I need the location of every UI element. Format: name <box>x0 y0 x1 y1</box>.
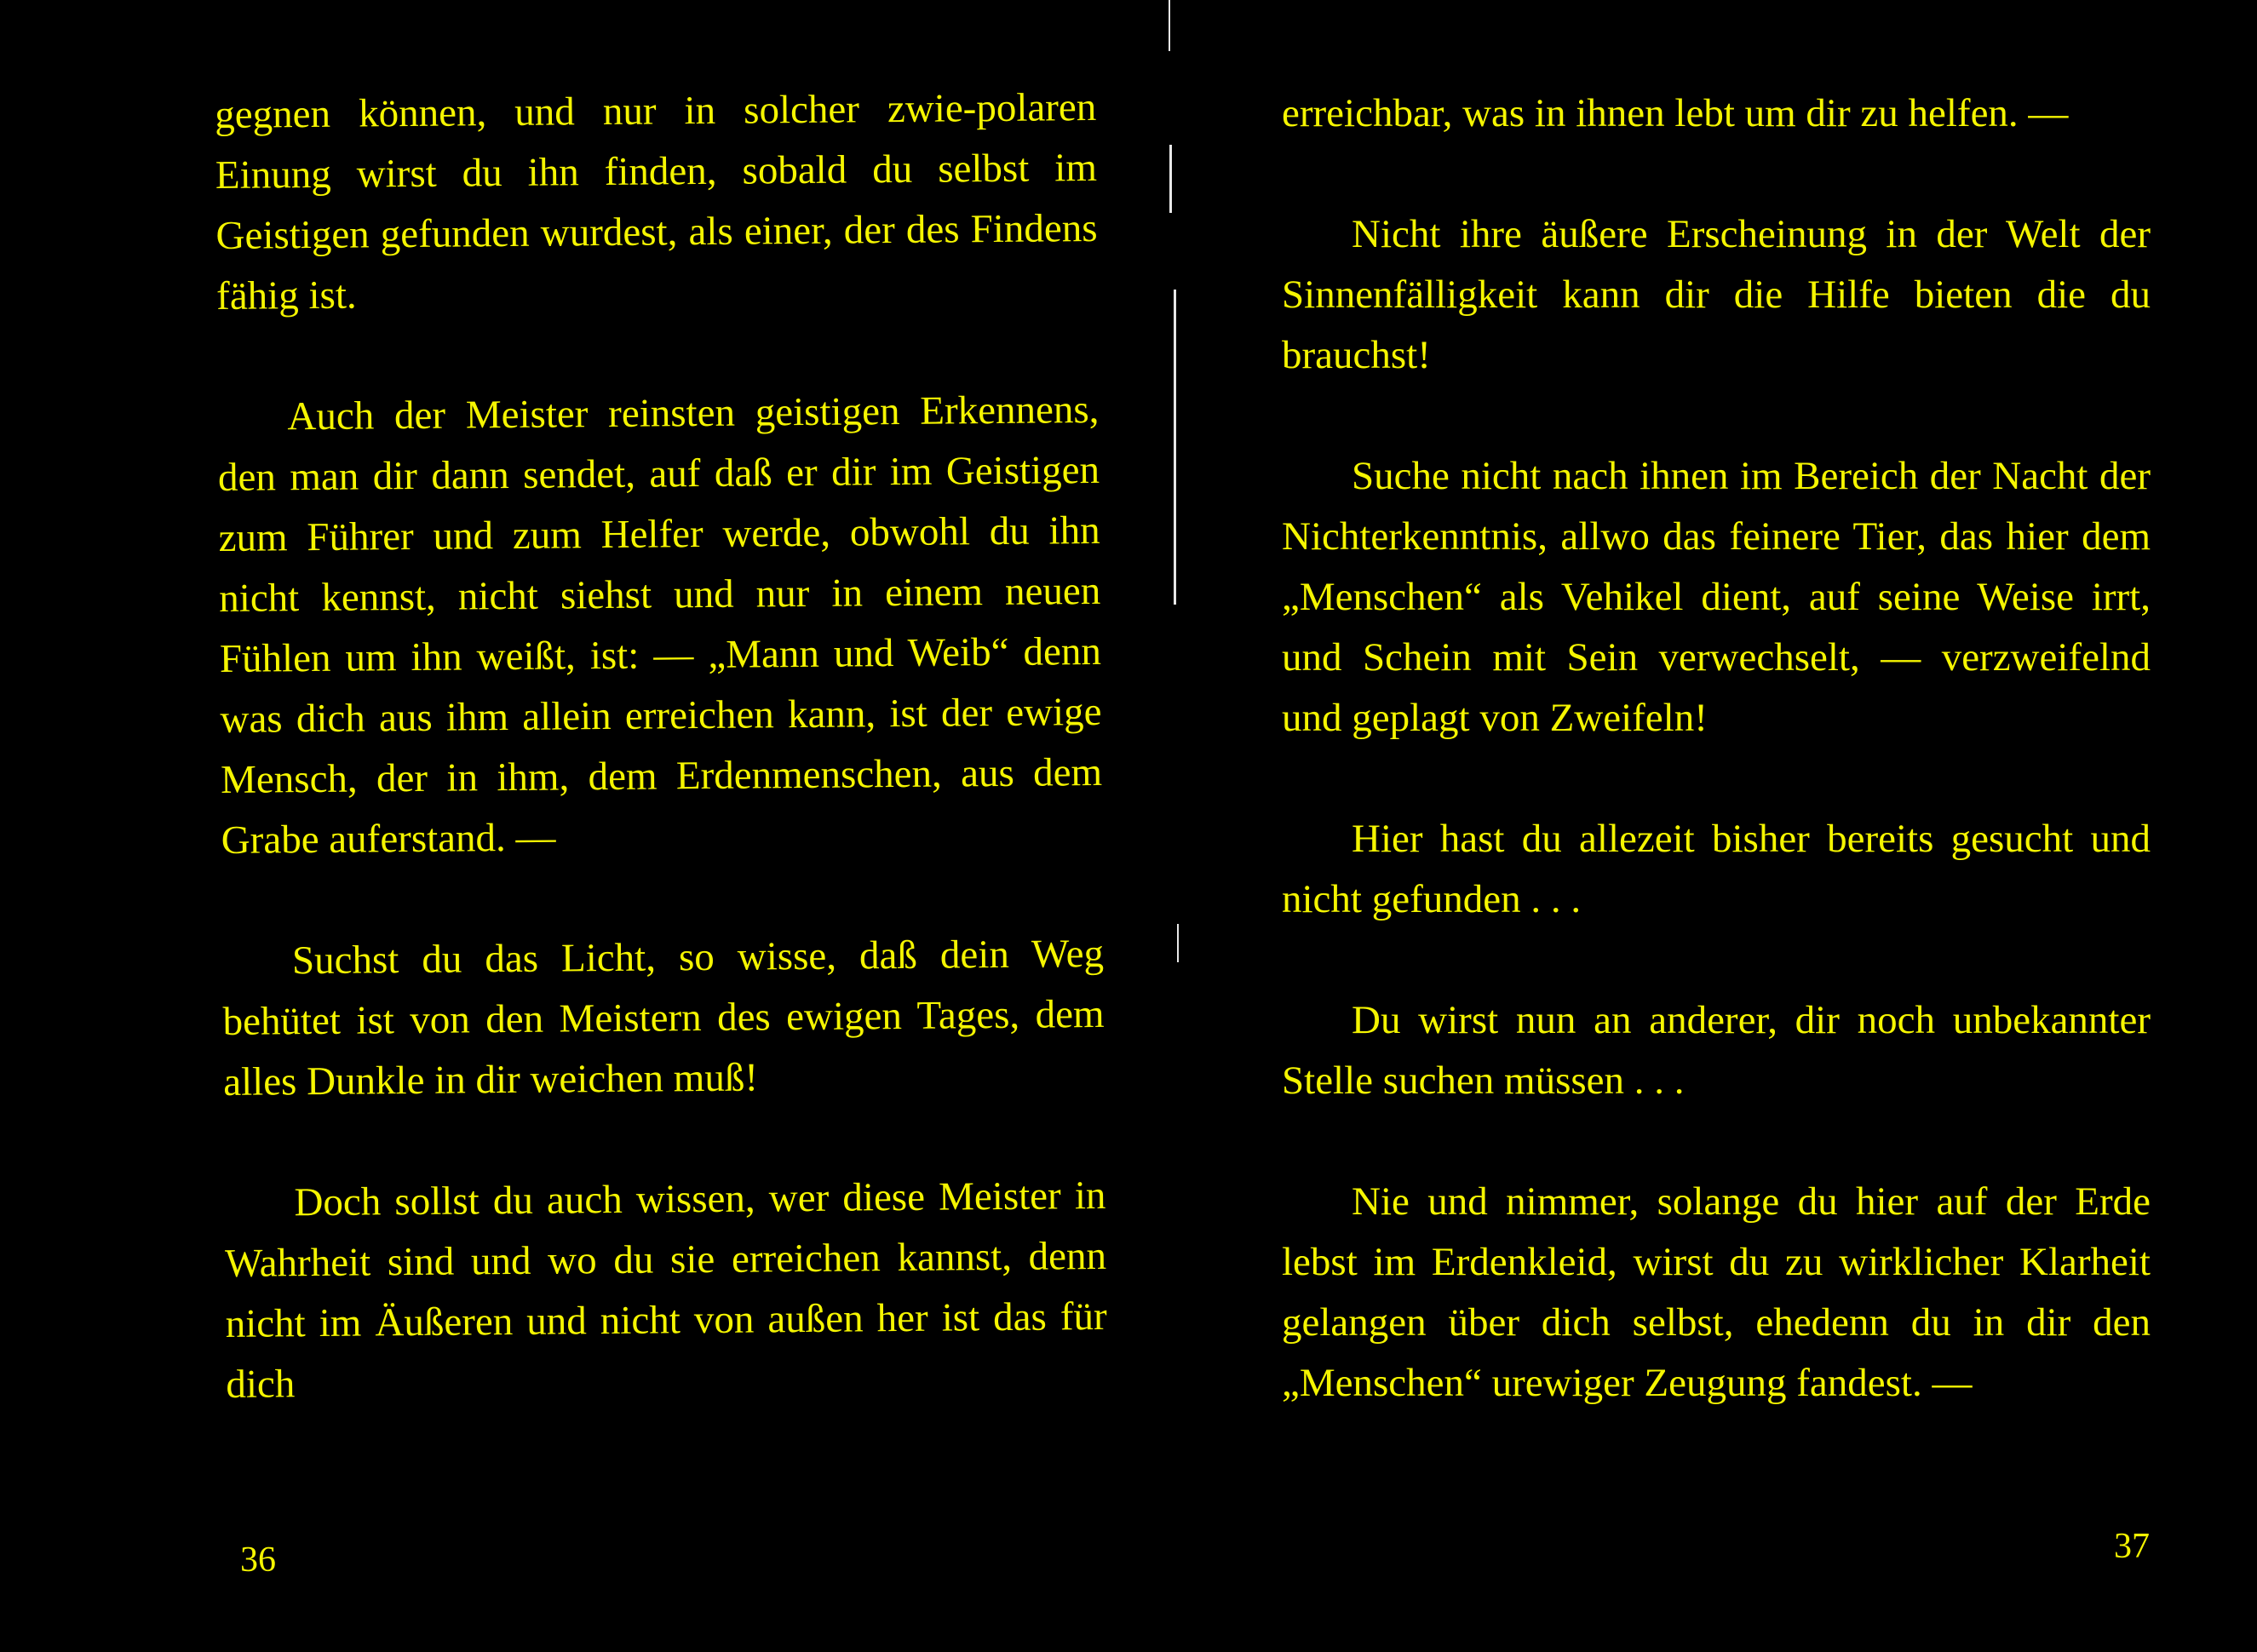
right-paragraph-2: Nicht ihre äußere Erscheinung in der Welt der Sinnenfälligkeit kann dir die Hilfe bieten die du brauchst! <box>1282 212 2151 377</box>
left-paragraph-2: Auch der Meister reinsten geistigen Erkennens, den man dir dann sendet, auf daß er dir im Geistigen zum Führer und zum Helfer werde, obwohl du ihn nicht kennst, nicht siehst und nur in einem neuen Fühlen um ihn weißt, ist: — „Mann und Weib“ denn was dich aus ihm allein erreichen kann, ist der ewige Mensch, der in ihm, dem Erdenmenschen, aus dem Grabe auferstand. — <box>217 387 1103 863</box>
right-paragraph-5: Du wirst nun an anderer, dir noch unbekannter Stelle suchen müssen . . . <box>1282 998 2151 1103</box>
right-paragraph-1: erreichbar, was in ihnen lebt um dir zu helfen. — <box>1282 91 2069 135</box>
left-paragraph-3: Suchst du das Licht, so wisse, daß dein Weg behütet ist von den Meistern des ewigen Tages, dem alles Dunkle in dir weichen muß! <box>222 931 1105 1104</box>
right-paragraph-3: Suche nicht nach ihnen im Bereich der Nacht der Nichterkenntnis, allwo das feinere Tier, das hier dem „Menschen“ als Vehikel dient, auf seine Weise irrt, und Schein mit Sein verwechselt, — verzweifelnd und geplagt von Zweifeln! <box>1282 454 2151 740</box>
left-page-text <box>215 77 1108 1415</box>
right-paragraph-4: Hier hast du allezeit bisher bereits gesucht und nicht gefunden . . . <box>1282 817 2151 921</box>
left-page-number: 36 <box>240 1540 276 1580</box>
right-page <box>1167 0 2257 1652</box>
right-page-number: 37 <box>2114 1527 2150 1566</box>
right-page-text <box>1282 83 2151 1414</box>
left-paragraph-1: gegnen können, und nur in solcher zwie-polaren Einung wirst du ihn finden, sobald du selbst im Geistigen gefunden wurdest, als einer, der des Findens fähig ist. <box>215 84 1098 318</box>
left-paragraph-4: Doch sollst du auch wissen, wer diese Meister in Wahrheit sind und wo du sie erreichen kannst, denn nicht im Äußeren und nicht von außen her ist das für dich <box>224 1173 1107 1407</box>
right-paragraph-6: Nie und nimmer, solange du hier auf der Erde lebst im Erdenkleid, wirst du zu wirklicher Klarheit gelangen über dich selbst, ehedenn du in dir den „Menschen“ urewiger Zeugung fandest. — <box>1282 1179 2151 1405</box>
